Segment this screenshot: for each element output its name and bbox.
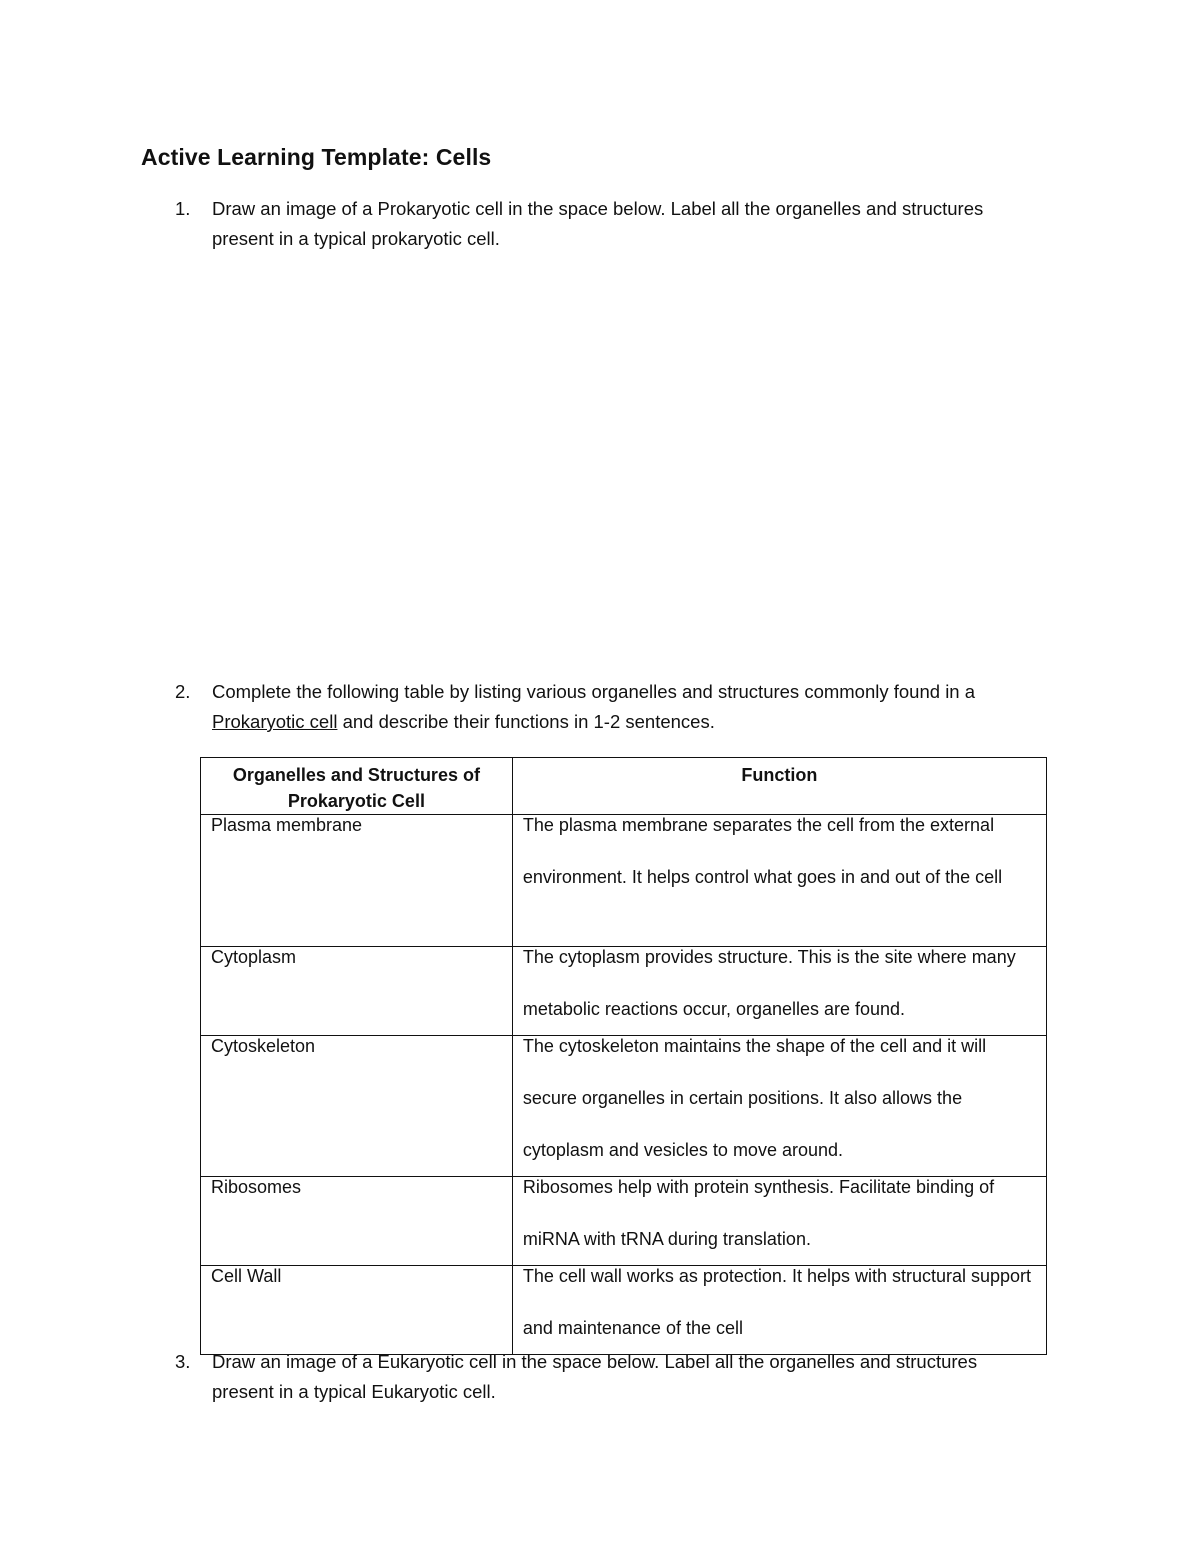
question-number: 2. xyxy=(175,681,191,702)
question-line xyxy=(212,707,1055,737)
organelle-name: Cytoplasm xyxy=(211,947,297,967)
question-1 xyxy=(175,194,1055,254)
function-text: The cytoskeleton maintains the shape of the cell and it will secure organelles in certain positions. It also allows the cytoplasm and vesicles to move around. xyxy=(522,1036,987,1160)
function-text: Ribosomes help with protein synthesis. Facilitate binding of miRNA with tRNA during translation. xyxy=(522,1177,995,1249)
organelle-cell xyxy=(201,1266,513,1355)
table-row xyxy=(201,1266,1047,1355)
question-number: 1. xyxy=(175,198,191,219)
question-line: present in a typical prokaryotic cell. xyxy=(212,228,500,249)
underlined-term: Prokaryotic cell xyxy=(212,711,338,732)
table-row xyxy=(201,1036,1047,1177)
question-line: present in a typical Eukaryotic cell. xyxy=(212,1381,496,1402)
question-text xyxy=(212,1347,1055,1407)
question-text xyxy=(212,677,1055,737)
organelle-name: Cytoskeleton xyxy=(211,1036,316,1056)
question-2 xyxy=(175,677,1055,737)
question-number: 3. xyxy=(175,1351,191,1372)
header-function: Function xyxy=(512,758,1046,815)
organelle-name: Cell Wall xyxy=(211,1266,282,1286)
function-cell xyxy=(512,815,1046,947)
function-cell xyxy=(512,1266,1046,1355)
organelle-name: Ribosomes xyxy=(211,1177,302,1197)
question-line: Complete the following table by listing various organelles and structures commonly found in a xyxy=(212,681,976,702)
page-title: Active Learning Template: Cells xyxy=(141,144,492,170)
question-line-rest: and describe their functions in 1-2 sentences. xyxy=(337,711,715,732)
table-row xyxy=(201,815,1047,947)
function-text: The plasma membrane separates the cell from the external environment. It helps control what goes in and out of the cell xyxy=(522,815,1003,887)
question-line: Draw an image of a Eukaryotic cell in the space below. Label all the organelles and structures xyxy=(212,1351,978,1372)
question-3 xyxy=(175,1347,1055,1407)
organelles-table xyxy=(200,757,1047,1355)
question-text xyxy=(212,194,1055,254)
question-line: Draw an image of a Prokaryotic cell in the space below. Label all the organelles and structures xyxy=(212,198,984,219)
function-text: The cytoplasm provides structure. This is the site where many metabolic reactions occur, organelles are found. xyxy=(522,947,1016,1019)
organelle-name: Plasma membrane xyxy=(211,815,363,835)
function-cell xyxy=(512,1036,1046,1177)
function-text: The cell wall works as protection. It helps with structural support and maintenance of the cell xyxy=(522,1266,1032,1338)
header-organelles: Organelles and Structures of Prokaryotic Cell xyxy=(201,758,513,815)
organelle-cell xyxy=(201,815,513,947)
organelle-cell xyxy=(201,1036,513,1177)
